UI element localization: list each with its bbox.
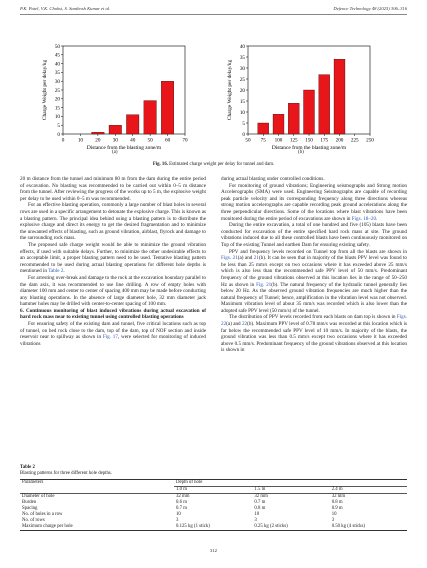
table-row [20, 524, 407, 531]
bar [304, 90, 315, 134]
x-tick-label: 10 [77, 137, 84, 144]
x-tick-label: 150 [305, 137, 313, 144]
bar [109, 125, 122, 134]
right-column [221, 176, 407, 354]
paragraph: The distribution of PPV levels recorded from each blasts on dam top is shown in Figs. 22(a) and 22(b). Maximum PPV level of 0.78 mm/s was recorded at this location which is far below the recommended safe PPV level of 10 mm/s. In majority of the blasts, the ground vibration was less than 0.5 mm/s except two occasions where it has exceeded above 0.5 mm/s. Predominant frequency of the ground vibrations observed at this location is shown in [221, 314, 407, 354]
page-number: 312 [210, 548, 217, 553]
y-tick-label: 40 [54, 61, 60, 68]
figure-link[interactable]: Figs. 22 [221, 314, 407, 328]
y-tick-label: 15 [54, 105, 60, 112]
bar [288, 103, 299, 134]
paragraph: during actual blasting under controlled conditions. [221, 176, 325, 182]
y-tick-label: 50 [54, 43, 60, 50]
table-cell: 10 [176, 512, 181, 517]
table-cell: Maximum charge per hole [20, 524, 174, 531]
y-tick-label: 25 [54, 87, 60, 94]
table-header-cell: 2.4 m [330, 487, 407, 494]
table-caption [20, 465, 112, 477]
paragraph: For arresting over-break and damage to the rock at the excavation boundary parallel to the dam axis, it was recommended to use line drilling. A row of empty holes with diameter 100 mm and center to center of spacing 400 mm may be made before conducting any blasting operations. In the absence of large diameter hole, 32 mm diameter jack hammer holes may be drilled with center-to-center spacing of 100 mm. [20, 274, 206, 308]
x-tick-label: 20 [95, 137, 101, 144]
y-tick-label: 30 [239, 65, 245, 72]
running-header-journal: Defence Technology 48 (2025) 306–316 [333, 6, 407, 11]
y-tick-label: 35 [54, 70, 60, 77]
blasting-pattern-table [20, 479, 407, 531]
y-tick-label: 5 [57, 123, 60, 129]
x-axis-label: Distance from the blasting zone/m [86, 145, 162, 151]
figure-link[interactable]: Figs. 18–20 [351, 215, 377, 222]
table-cell: 3 [176, 518, 179, 523]
table-header-cell: Depth of hole [174, 480, 407, 487]
paragraph: The proposed safe charge weight would be able to minimize the ground vibration effects, if used with suitable delays. Further, to minimize the other undesirable effects to an acceptable limit, a proper blasting pattern need to be used. Tentative blasting pattern recommended to be used during actual blasting operations for different hole depths is mentioned in Table 2. [20, 241, 206, 275]
table-label: Table 2 [20, 465, 35, 470]
table-cell: 0.8 m [254, 506, 266, 511]
bar [161, 81, 174, 134]
section-heading: 6. Continuous monitoring of blast induced vibrations during actual excavation of hard rock mass near to existing tunnel using controlled blasting operations [20, 307, 206, 321]
x-tick-label: 60 [164, 137, 171, 144]
paragraph: For an effective blasting operation, commonly a large number of blast holes in several rows are used in a specific arrangement to detonate the explosive charge. This is known as a blasting pattern. The principal idea behind using a blasting pattern is to distribute the explosive charge and direct its energy to get the desired fragmentation and to minimize the unwanted effects of blasting, such as ground vibration, airblast, flyrock and damage to the surrounding rock mass. [20, 202, 206, 242]
table-cell: 0.8 m [331, 500, 343, 505]
x-tick-label: 70 [182, 137, 188, 144]
table-cell: Spacing [22, 506, 38, 511]
bar [334, 59, 345, 134]
table-cell: 32 mm [176, 494, 190, 499]
table-title: Blasting patterns for three different hole depths. [20, 471, 112, 476]
table-link[interactable]: Table 2 [48, 268, 64, 275]
figure-caption [0, 162, 427, 167]
caption-text: Estimated charge weight per delay for tunnel and dam. [167, 162, 275, 167]
table-header-cell: 1.0 m [174, 487, 252, 494]
bar [273, 114, 284, 134]
table-cell: 10 [254, 512, 260, 517]
bar [319, 75, 330, 134]
table-cell: 32 mm [254, 494, 268, 499]
table-cell: No. of holes in a row [22, 512, 63, 517]
y-tick-label: 45 [54, 52, 60, 59]
x-tick-label: 50 [147, 137, 153, 144]
y-tick-label: 35 [239, 54, 245, 61]
left-column [20, 176, 206, 347]
table-cell: 0.7 m [176, 506, 187, 511]
table-cell: No. of rows [22, 518, 45, 523]
x-tick-label: 225 [350, 137, 359, 144]
table-subheader-row [20, 487, 407, 494]
subfigure-label-b: (b) [298, 150, 304, 155]
y-tick-label: 10 [239, 109, 245, 116]
paragraph: PPV and frequency levels recorded on Tunnel top from all the blasts are shown in Figs. 21(a) and 21(b). It can be seen that in majority of the blasts PPV level was found to be less than 25 mm/s except on two occasions where it has exceeded above 25 mm/s which is also less than the recommended safe PPV level of 50 mm/s. Predominant frequency of the ground vibrations observed at this location lies in the range of 50–250 Hz as shown in Fig. 21(b). The natural frequency of the hydraulic tunnel generally lies below 20 Hz. As the observed ground vibration frequencies are much higher than the natural frequency of Tunnel; hence, amplification in the vibration level was not observed. Maximum vibration level of about 35 mm/s was recorded which is also lower than the adopted safe PPV level (50 mm/s) of the tunnel. [221, 248, 408, 314]
y-tick-label: 15 [239, 98, 245, 105]
x-tick-label: 40 [130, 137, 136, 144]
table-cell: 0.6 m [176, 500, 187, 505]
chart-b [220, 40, 380, 158]
bar [126, 115, 139, 134]
bar [258, 123, 269, 134]
paragraph: For monitoring of ground vibrations; Engineering seismographs and Strong motion Accelerographs (SMA) were used. Engineering Seismographs are capable of recording peak particle velocity and its corresponding frequency along three directions whereas strong motion accelerographs are capable recording peak ground accelerations along the three perpendicular directions. Some of the locations where blast vibrations have been monitored during the entire period of excavations are shown in Figs. 18–20. [221, 182, 407, 222]
x-tick-label: 75 [260, 137, 266, 144]
table-cell: 0.25 kg (2 sticks) [252, 524, 329, 531]
y-tick-label: 0 [242, 131, 245, 138]
figure-link[interactable]: Fig. 21 [256, 281, 272, 288]
figure-link[interactable]: Figs. 21 [221, 255, 238, 262]
table-cell: 0.50 kg (4 sticks) [330, 524, 407, 531]
subfigure-label-a: (a) [112, 150, 118, 155]
y-tick-label: 20 [54, 96, 60, 103]
y-tick-label: 10 [54, 114, 60, 121]
table-cell: Diameter of hole [22, 494, 55, 499]
table-cell: 32 mm [331, 494, 346, 499]
x-tick-label: 50 [245, 137, 251, 144]
x-tick-label: 0 [61, 137, 65, 144]
x-tick-label: 250 [366, 137, 374, 144]
x-tick-label: 200 [335, 137, 344, 144]
table-cell: 0.125 kg (1 stick) [174, 524, 252, 531]
table-cell: 0.7 m [254, 500, 266, 505]
paragraph: During the entire excavation, a total of one hundred and five (105) blasts have been conducted for excavation of the entire specified hard rock mass at site. The ground vibrations induced due to all these controlled blasts have been continuously monitored on Top of the existing Tunnel and earthen Dam for ensuring existing safety. [221, 222, 407, 248]
table-cell: 3 [331, 518, 335, 523]
caption-label: Fig. 16. [152, 162, 168, 167]
bar [92, 132, 105, 134]
paragraph: 20 m distance from the tunnel and minimum 80 m from the dam during the entire period of excavation. No blasting was recommended to be carried out within 0–5 m distance from the tunnel. After reviewing the progress of the works up to 5 m, the explosive weight per delay to be used within 0–5 m was recommended. [20, 176, 206, 202]
figure-link[interactable]: 21 [253, 255, 259, 262]
running-header-authors: P.K. Patel, V.K. Choksi, S. Santhosh Kumar et al. [20, 6, 111, 11]
y-axis-label: Charge Weight per delay/kg [227, 59, 233, 121]
table-cell: 0.9 m [331, 506, 343, 511]
y-tick-label: 25 [239, 76, 245, 83]
table-cell: 10 [331, 512, 337, 517]
x-tick-label: 100 [274, 137, 283, 144]
header-rule [20, 14, 407, 15]
bar [144, 101, 157, 134]
figure-link[interactable]: 22 [241, 321, 248, 328]
y-axis-label: Charge Weight per delay/kg [42, 59, 48, 121]
chart-a [35, 40, 195, 158]
x-axis-label: Distance from the blasting zone/m [271, 145, 347, 151]
table-header-cell: Parameters [20, 480, 174, 487]
x-tick-label: 125 [289, 137, 298, 144]
x-tick-label: 175 [320, 137, 329, 144]
y-tick-label: 20 [239, 87, 245, 94]
y-tick-label: 5 [242, 120, 245, 127]
table-header-row [20, 480, 407, 487]
y-tick-label: 40 [239, 43, 245, 50]
table-cell: 3 [254, 518, 257, 523]
figure-link[interactable]: Fig. 17 [102, 334, 118, 341]
paragraph: For ensuring safety of the existing dam and tunnel, five critical locations such as top of tunnel, on bed rock close to the dam, top of the dam, top of NOF section and inside reservoir near to spillway as shown in Fig. 17, were selected for monitoring of induced vibrations [20, 321, 206, 347]
y-tick-label: 30 [54, 79, 60, 85]
y-tick-label: 0 [57, 131, 60, 138]
table-cell: Burden [22, 500, 37, 505]
table-header-cell: 1.5 m [252, 487, 329, 494]
x-tick-label: 30 [112, 137, 118, 144]
